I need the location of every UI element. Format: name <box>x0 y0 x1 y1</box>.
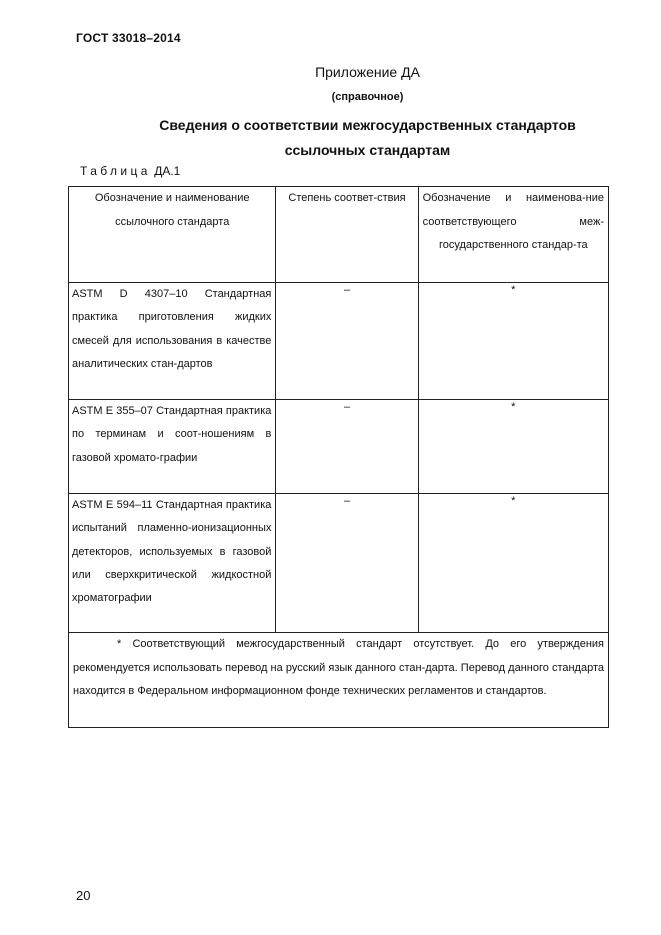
appendix-title: Приложение ДА <box>315 64 420 80</box>
table-label <box>80 164 180 178</box>
table-row <box>69 283 609 400</box>
interstate-standard-cell: * <box>418 400 608 494</box>
column-header-degree: Степень соответ-ствия <box>276 187 418 283</box>
reference-standard-cell: ASTM D 4307–10 Стандартная практика приготовления жидких смесей для использования в качестве аналитических стан-дартов <box>69 283 276 400</box>
appendix-note: (справочное) <box>331 91 404 103</box>
section-heading-line-2: ссылочных стандартам <box>284 142 451 158</box>
reference-standards-table <box>68 186 609 728</box>
document-code: ГОСТ 33018–2014 <box>76 31 181 45</box>
section-heading-line-1: Сведения о соответствии межгосударственных стандартов <box>159 117 576 133</box>
interstate-standard-cell: * <box>418 494 608 633</box>
reference-standard-cell: ASTM E 594–11 Стандартная практика испытаний пламенно-ионизационных детекторов, используемых в газовой или сверхкритической жидкостной хроматографии <box>69 494 276 633</box>
column-header-interstate-standard: Обозначение и наименова-ние соответствующего меж-государственного стандар-та <box>418 187 608 283</box>
reference-standard-cell: ASTM E 355–07 Стандартная практика по терминам и соот-ношениям в газовой хромато-графии <box>69 400 276 494</box>
table-row <box>69 400 609 494</box>
degree-cell: – <box>276 494 418 633</box>
table-footnote <box>69 633 609 728</box>
degree-cell: – <box>276 400 418 494</box>
page-number: 20 <box>76 888 91 903</box>
table-row <box>69 494 609 633</box>
table-label-number: ДА.1 <box>154 164 181 178</box>
section-heading <box>70 113 661 163</box>
interstate-standard-cell: * <box>418 283 608 400</box>
degree-cell: – <box>276 283 418 400</box>
table-label-word: Таблица <box>80 164 151 178</box>
table-header-row <box>69 187 609 283</box>
table-footnote-row <box>69 633 609 728</box>
column-header-reference-standard: Обозначение и наименование ссылочного стандарта <box>69 187 276 283</box>
footnote-text: * Соответствующий межгосударственный стандарт отсутствует. До его утверждения рекомендуется использовать перевод на русский язык данного стан-дарта. Перевод данного стандарта находится в Федеральном информационном фонде технических регламентов и стандартов. <box>73 638 604 697</box>
